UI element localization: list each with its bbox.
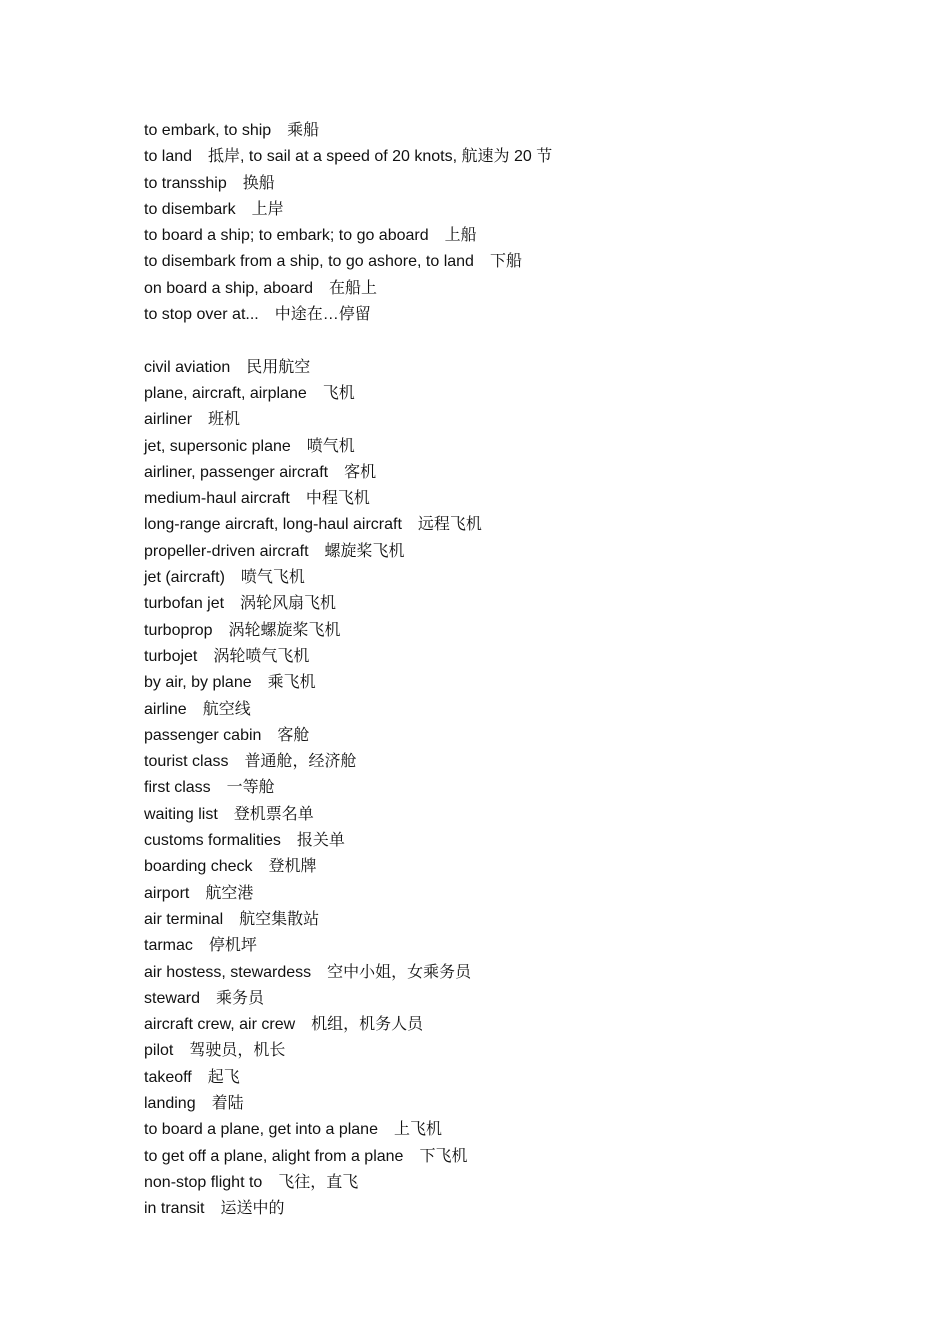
vocab-entry: to board a plane, get into a plane 上飞机 [144, 1121, 442, 1139]
vocab-entry: airport 航空港 [144, 884, 254, 902]
vocab-entry: to disembark from a ship, to go ashore, to land 下船 [144, 253, 522, 271]
vocab-entry: pilot 驾驶员，机长 [144, 1042, 286, 1060]
vocab-entry: air hostess, stewardess 空中小姐，女乘务员 [144, 963, 472, 981]
vocab-entry: airliner 班机 [144, 411, 241, 429]
vocab-entry: to embark, to ship 乘船 [144, 122, 320, 139]
vocab-entry: turbofan jet 涡轮风扇飞机 [144, 595, 337, 613]
section-spacer [144, 328, 904, 354]
vocab-entry: jet (aircraft) 喷气飞机 [144, 569, 305, 587]
vocab-entry: to disembark 上岸 [144, 200, 284, 218]
ship-vocabulary-section [144, 118, 904, 328]
vocab-entry: aircraft crew, air crew 机组，机务人员 [144, 1016, 424, 1034]
vocab-entry: steward 乘务员 [144, 989, 265, 1007]
vocab-entry: jet, supersonic plane 喷气机 [144, 437, 355, 455]
vocab-entry: to get off a plane, alight from a plane 下飞机 [144, 1147, 468, 1165]
vocab-entry: propeller-driven aircraft 螺旋桨飞机 [144, 542, 405, 560]
vocab-entry: turbojet 涡轮喷气飞机 [144, 647, 310, 665]
vocab-entry: boarding check 登机牌 [144, 858, 317, 876]
document-page [144, 118, 904, 1222]
vocab-entry: to board a ship; to embark; to go aboard 上船 [144, 227, 477, 245]
vocab-entry: on board a ship, aboard 在船上 [144, 279, 378, 297]
vocab-entry: takeoff 起飞 [144, 1068, 240, 1086]
vocab-entry: first class 一等舱 [144, 779, 275, 797]
vocab-entry: tourist class 普通舱，经济舱 [144, 753, 357, 771]
vocab-entry: airliner, passenger aircraft 客机 [144, 463, 377, 481]
vocab-entry: to stop over at... 中途在…停留 [144, 306, 371, 324]
vocab-entry: plane, aircraft, airplane 飞机 [144, 384, 355, 402]
aviation-vocabulary-section [144, 355, 904, 1223]
vocab-entry: turboprop 涡轮螺旋桨飞机 [144, 621, 341, 639]
vocab-entry: air terminal 航空集散站 [144, 910, 320, 928]
vocab-entry: to land 抵岸, to sail at a speed of 20 knots, 航速为 20 节 [144, 148, 553, 166]
vocab-entry: non-stop flight to 飞往，直飞 [144, 1173, 359, 1191]
vocab-entry: long-range aircraft, long-haul aircraft 远程飞机 [144, 516, 482, 534]
vocab-entry: airline 航空线 [144, 700, 251, 718]
vocab-entry: civil aviation 民用航空 [144, 358, 311, 376]
vocab-entry: customs formalities 报关单 [144, 832, 345, 850]
vocab-entry: waiting list 登机票名单 [144, 805, 314, 823]
vocab-entry: tarmac 停机坪 [144, 937, 257, 955]
vocab-entry: by air, by plane 乘飞机 [144, 674, 316, 692]
vocab-entry: landing 着陆 [144, 1094, 244, 1112]
vocab-entry: passenger cabin 客舱 [144, 726, 310, 744]
vocab-entry: medium-haul aircraft 中程飞机 [144, 490, 370, 508]
vocab-entry: in transit 运送中的 [144, 1200, 285, 1218]
vocab-entry: to transship 换船 [144, 174, 275, 192]
